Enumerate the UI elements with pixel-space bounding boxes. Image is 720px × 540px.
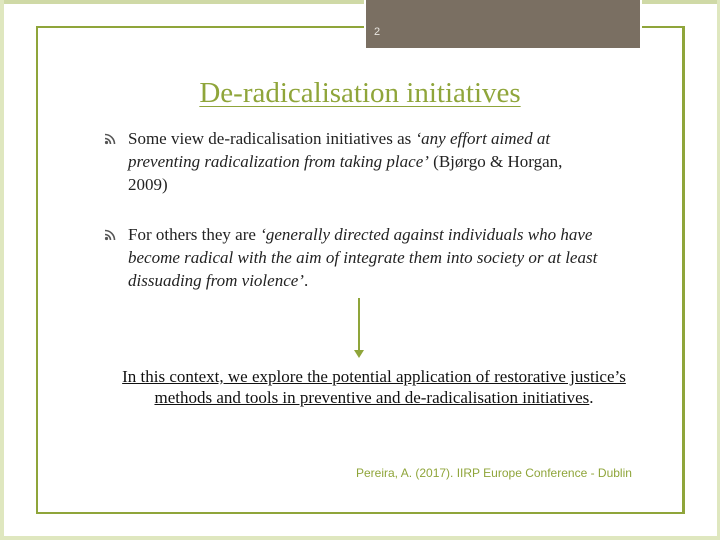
slide-title: De-radicalisation initiatives	[199, 77, 521, 109]
bullet-reference: (Bjørgo & Horgan, 2009)	[128, 152, 563, 194]
bullet-text: Some view de-radicalisation initiatives as	[128, 129, 416, 148]
down-arrow-line	[358, 298, 360, 353]
conclusion-text: In this context, we explore the potential application of restorative justice’s methods and tools in preventive and de-radicalisation initiatives	[122, 367, 626, 407]
wifi-signal-icon	[104, 131, 118, 145]
frame-bottom-edge	[0, 536, 720, 540]
bullet-quote: ‘any effort aimed at preventing radicalization from taking place’	[128, 129, 551, 171]
slide-number: 2	[374, 26, 381, 38]
bullet-item	[128, 223, 608, 292]
conclusion-period: .	[589, 388, 594, 407]
bullet-quote: ‘generally directed against individuals who have become radical with the aim of integrate them into society or at least dissuading from violence’	[128, 225, 598, 290]
slide-number-tab	[364, 0, 642, 48]
conclusion-statement	[112, 366, 636, 408]
bullet-item	[128, 127, 598, 196]
bullet-text: For others they are	[128, 225, 261, 244]
down-arrow-icon	[354, 350, 364, 358]
citation-footer: Pereira, A. (2017). IIRP Europe Conference - Dublin	[356, 466, 632, 480]
wifi-signal-icon	[104, 227, 118, 241]
bullet-end: .	[303, 271, 309, 290]
